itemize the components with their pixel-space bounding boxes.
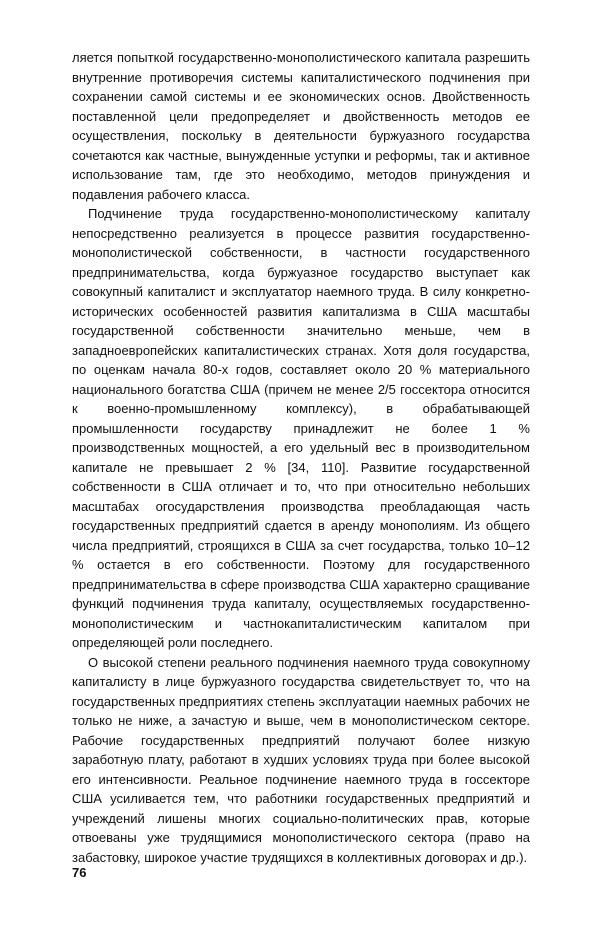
paragraph-2: Подчинение труда государственно-монополистическому капиталу непосредственно реализуется в процессе развития государственно-монополистической собственности, в частности государственного предпринимательства, когда буржуазное государство выступает как совокупный капиталист и эксплуататор наемного труда. В силу конкретно-исторических особенностей развития капитализма в США масштабы государственной собственности значительно меньше, чем в западноевропейских капиталистических странах. Хотя доля государства, по оценкам начала 80-х годов, составляет около 20 % материального национального богатства США (причем не менее 2/5 госсектора относится к военно-промышленному комплексу), в обрабатывающей промышленности государству принадлежит не более 1 % производственных мощностей, а его удельный вес в производительном капитале не превышает 2 % [34, 110]. Развитие государственной собственности в США отличает и то, что при относительно небольших масштабах огосударствления производства преобладающая часть государственных предприятий сдается в аренду монополиям. Из общего числа предприятий, строящихся в США за счет государства, только 10–12 % остается в его собственности. Поэтому для государственного предпринимательства в сфере производства США характерно сращивание функций подчинения труда капиталу, осуществляемых государственно-монополистическим и частнокапиталистическим капиталом при определяющей роли последнего. bbox=[72, 206, 530, 650]
paragraph-1: ляется попыткой государственно-монополистического капитала разрешить внутренние противоречия системы капиталистического подчинения при сохранении самой системы и ее экономических основ. Двойственность поставленной цели предопределяет и двойственность методов ее осуществления, поскольку в деятельности буржуазного государства сочетаются как частные, вынужденные уступки и реформы, так и активное использование там, где это необходимо, методов принуждения и подавления рабочего класса. bbox=[72, 50, 530, 202]
page-body bbox=[72, 48, 530, 867]
paragraph-3: О высокой степени реального подчинения наемного труда совокупному капиталисту в лице буржуазного государства свидетельствует то, что на государственных предприятиях степень эксплуатации наемных рабочих не только не ниже, а зачастую и выше, чем в монополистическом секторе. Рабочие государственных предприятий получают более низкую заработную плату, работают в худших условиях труда при более высокой его интенсивности. Реальное подчинение наемного труда в госсекторе США усиливается тем, что работники государственных предприятий и учреждений лишены многих социально-политических прав, которые отвоеваны уже трудящимися монополистического сектора (право на забастовку, широкое участие трудящихся в коллективных договорах и др.). bbox=[72, 654, 530, 865]
page-number: 76 bbox=[72, 865, 87, 880]
